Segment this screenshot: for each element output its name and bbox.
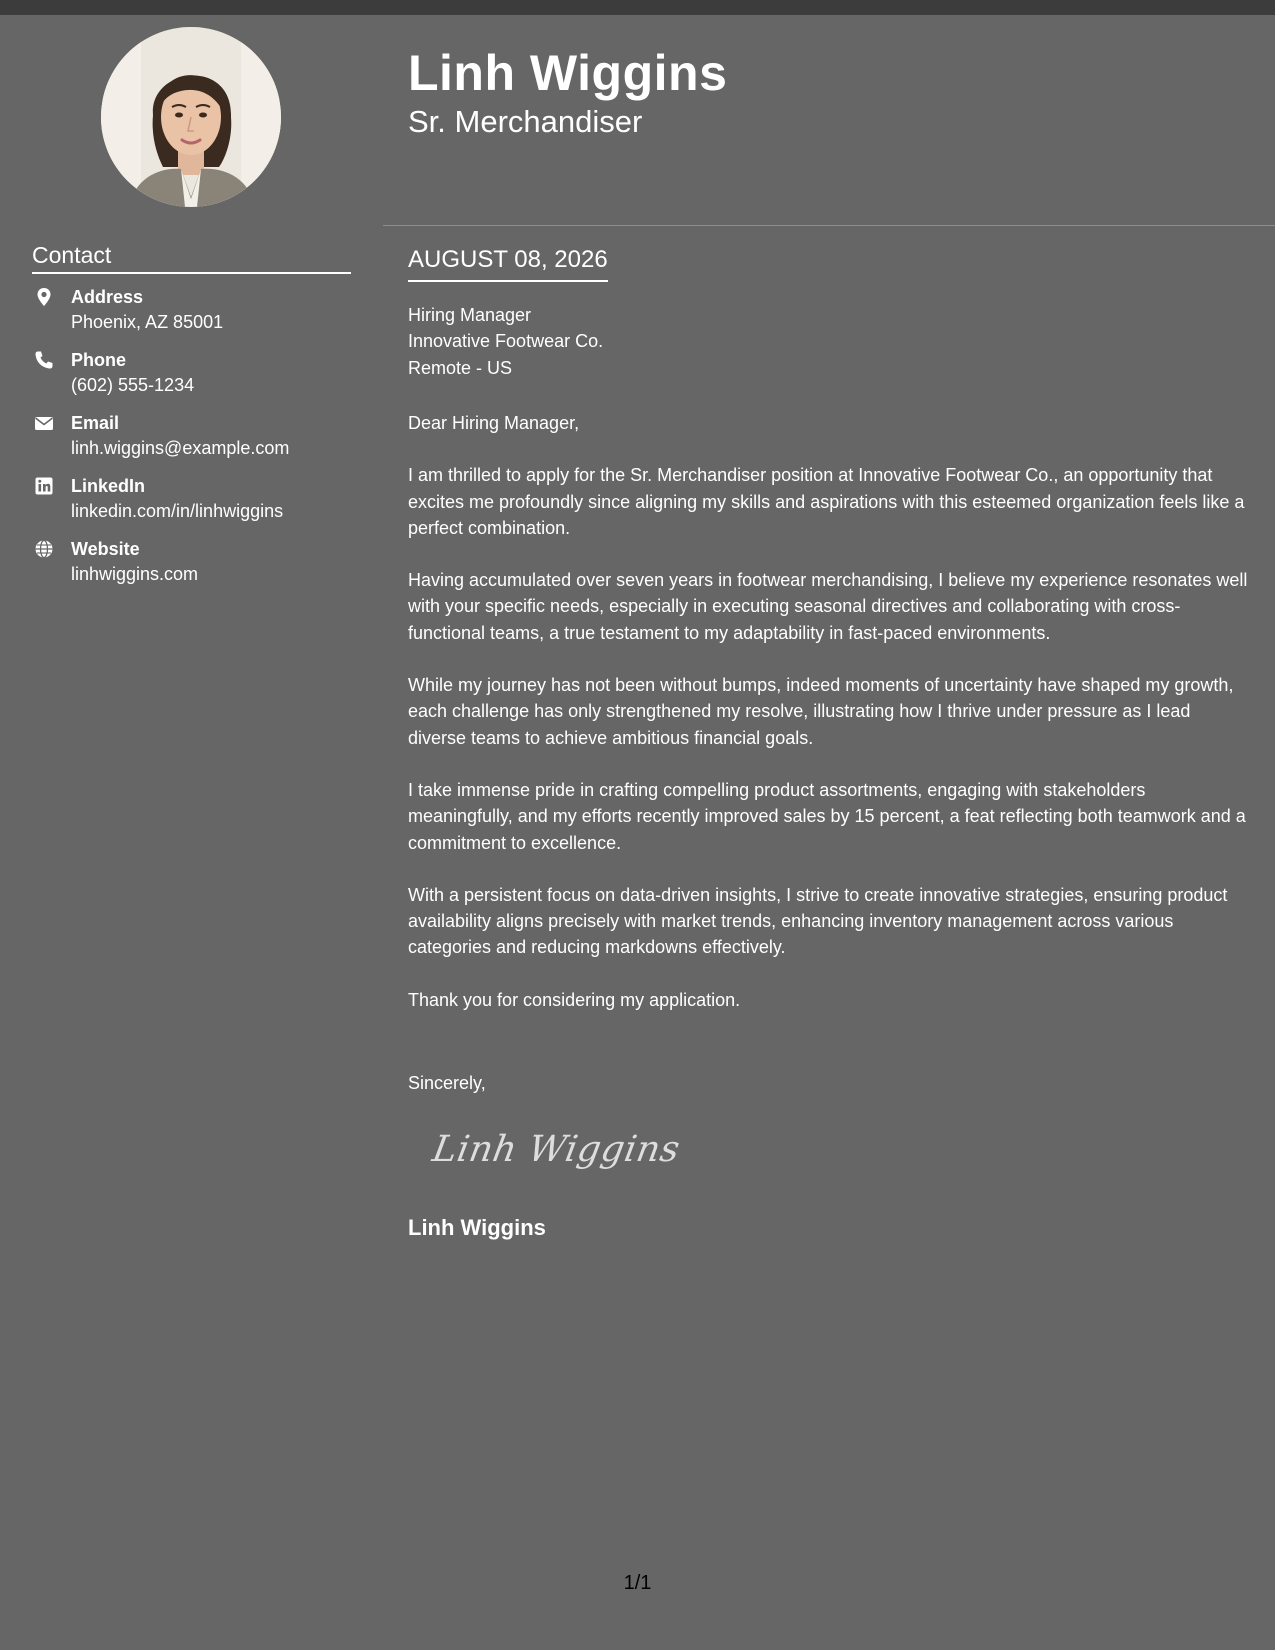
job-title: Sr. Merchandiser — [408, 104, 643, 139]
contact-label: Email — [71, 413, 120, 433]
page-number: 1/1 — [623, 1572, 652, 1594]
contact-item-phone — [32, 348, 362, 411]
envelope-icon — [34, 413, 54, 433]
recipient-block — [408, 302, 603, 381]
recipient-line: Hiring Manager — [408, 305, 532, 325]
letter-paragraph: With a persistent focus on data-driven insights, I strive to create innovative strategies, ensuring product availability aligns precisely with market trends, enhancing inventory management across various categories and reducing markdowns effectively. — [408, 884, 1228, 958]
salutation: Dear Hiring Manager, — [408, 413, 580, 433]
location-pin-icon — [34, 287, 54, 307]
letter-paragraph: I am thrilled to apply for the Sr. Merchandiser position at Innovative Footwear Co., an opportunity that excites me profoundly since aligning my skills and aspirations with this esteemed organization feels like a perfect combination. — [408, 465, 1245, 538]
letter-paragraph: While my journey has not been without bumps, indeed moments of uncertainty have shaped my growth, each challenge has only strengthened my resolve, illustrating how I thrive under pressure as I lead diverse teams to achieve ambitious financial goals. — [408, 675, 1234, 748]
candidate-name: Linh Wiggins — [408, 45, 728, 101]
signed-name: Linh Wiggins — [408, 1215, 546, 1240]
contact-label: Phone — [71, 350, 127, 370]
signature: Linh Wiggins — [429, 1129, 684, 1170]
contact-item-email — [32, 411, 362, 474]
letter-paragraph: Having accumulated over seven years in footwear merchandising, I believe my experience resonates well with your specific needs, especially in executing seasonal directives and collaborating with cross-functional teams, a true testament to my adaptability in fast-paced environments. — [408, 570, 1248, 643]
globe-icon — [34, 539, 54, 559]
contact-label: LinkedIn — [71, 476, 146, 496]
letter-paragraph: Thank you for considering my application. — [408, 989, 741, 1010]
address-value: Phoenix, AZ 85001 — [71, 312, 224, 332]
top-bar — [0, 0, 1275, 15]
linkedin-value[interactable]: linkedin.com/in/linhwiggins — [71, 501, 284, 521]
contact-item-address — [32, 285, 362, 348]
recipient-line: Innovative Footwear Co. — [408, 331, 604, 352]
profile-photo — [101, 27, 281, 207]
website-value[interactable]: linhwiggins.com — [71, 564, 199, 584]
letter-date: AUGUST 08, 2026 — [408, 243, 608, 282]
contact-item-linkedin — [32, 474, 362, 537]
contact-list — [32, 285, 362, 600]
phone-icon — [34, 350, 54, 370]
recipient-line: Remote - US — [408, 357, 513, 378]
email-value[interactable]: linh.wiggins@example.com — [71, 438, 290, 458]
closing: Sincerely, — [408, 1073, 486, 1093]
contact-label: Website — [71, 539, 140, 559]
phone-value: (602) 555-1234 — [71, 375, 195, 395]
header-divider — [383, 225, 1275, 226]
letter-paragraph: I take immense pride in crafting compelling product assortments, engaging with stakeholders meaningfully, and my efforts recently improved sales by 15 percent, a feat reflecting both teamwork and a commitment to excellence. — [408, 779, 1246, 853]
contact-heading: Contact — [32, 240, 351, 274]
letter-body — [408, 410, 1253, 1039]
contact-item-website — [32, 537, 362, 600]
contact-label: Address — [71, 287, 144, 307]
linkedin-icon — [34, 476, 54, 496]
